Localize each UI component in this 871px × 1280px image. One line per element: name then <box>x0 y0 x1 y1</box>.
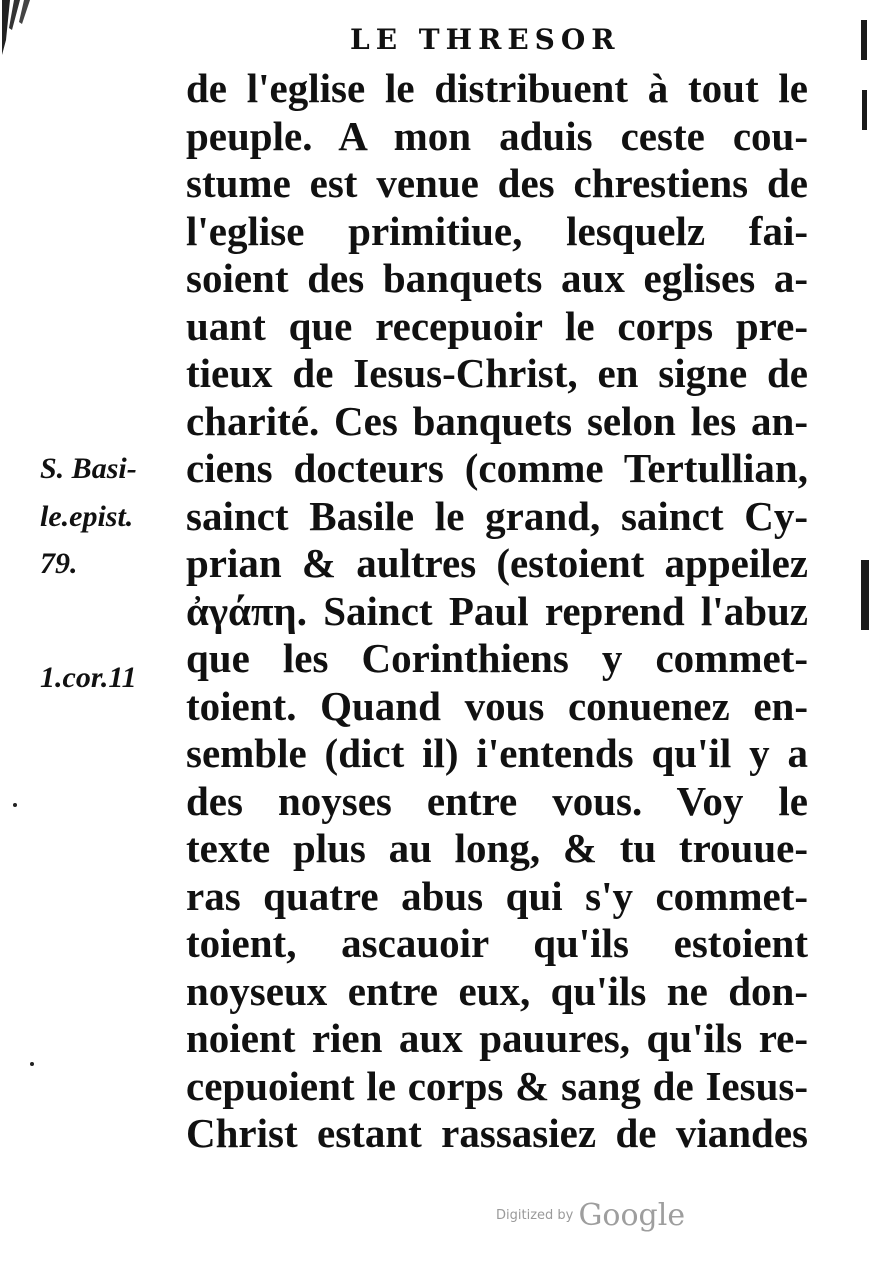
margin-note-line: 79. <box>40 547 78 580</box>
text-line: Christ estant rassasiez de viandes <box>186 1110 808 1156</box>
text-line: de l'eglise le distribuent à tout le <box>186 65 808 111</box>
text-line: que les Corinthiens y commet- <box>186 635 808 681</box>
margin-note-line: le.epist. <box>40 499 134 533</box>
running-header: LE THRESOR <box>350 23 621 56</box>
margin-note-corinthians: 1.cor.11 <box>40 661 137 694</box>
google-logo: Google <box>578 1198 686 1233</box>
text-line: sainct Basile le grand, sainct Cy- <box>186 492 808 539</box>
scan-edge-shadow <box>855 0 871 640</box>
scan-edge-artifact <box>0 0 34 70</box>
text-line: noyseux entre eux, qu'ils ne don- <box>186 967 808 1014</box>
text-line: des noyses entre vous. Voy le <box>186 777 808 824</box>
digitization-watermark <box>496 1198 696 1242</box>
ink-speck <box>30 1062 34 1066</box>
text-line: prian & aultres (estoient appeilez <box>186 540 808 586</box>
text-line: noient rien aux pauures, qu'ils re- <box>186 1015 808 1061</box>
text-line: texte plus au long, & tu trouue- <box>186 825 808 871</box>
text-line: tieux de Iesus-Christ, en signe de <box>186 350 808 396</box>
text-line: toient. Quand vous conuenez en- <box>186 682 808 729</box>
body-text-block <box>186 65 808 1158</box>
text-line: stume est venue des chrestiens de <box>186 160 808 206</box>
digitized-by-label: Digitized by <box>496 1208 574 1223</box>
text-line: peuple. A mon aduis ceste cou- <box>186 112 808 159</box>
text-line: charité. Ces banquets selon les an- <box>186 397 808 444</box>
margin-note-basile <box>40 445 180 588</box>
text-line: ras quatre abus qui s'y commet- <box>186 872 808 919</box>
text-line: ἀγάπη. Sainct Paul reprend l'abuz <box>186 587 808 634</box>
text-line: soient des banquets aux eglises a- <box>186 255 808 301</box>
ink-speck <box>13 803 17 807</box>
text-line: cepuoient le corps & sang de Iesus- <box>186 1062 808 1109</box>
text-line: l'eglise primitiue, lesquelz fai- <box>186 207 808 254</box>
text-line: uant que recepuoir le corps pre- <box>186 302 808 349</box>
text-line: toient, ascauoir qu'ils estoient <box>186 920 808 966</box>
text-line: semble (dict il) i'entends qu'il y a <box>186 730 808 776</box>
margin-note-line: S. Basi- <box>40 452 137 485</box>
text-line: ciens docteurs (comme Tertullian, <box>186 445 808 491</box>
